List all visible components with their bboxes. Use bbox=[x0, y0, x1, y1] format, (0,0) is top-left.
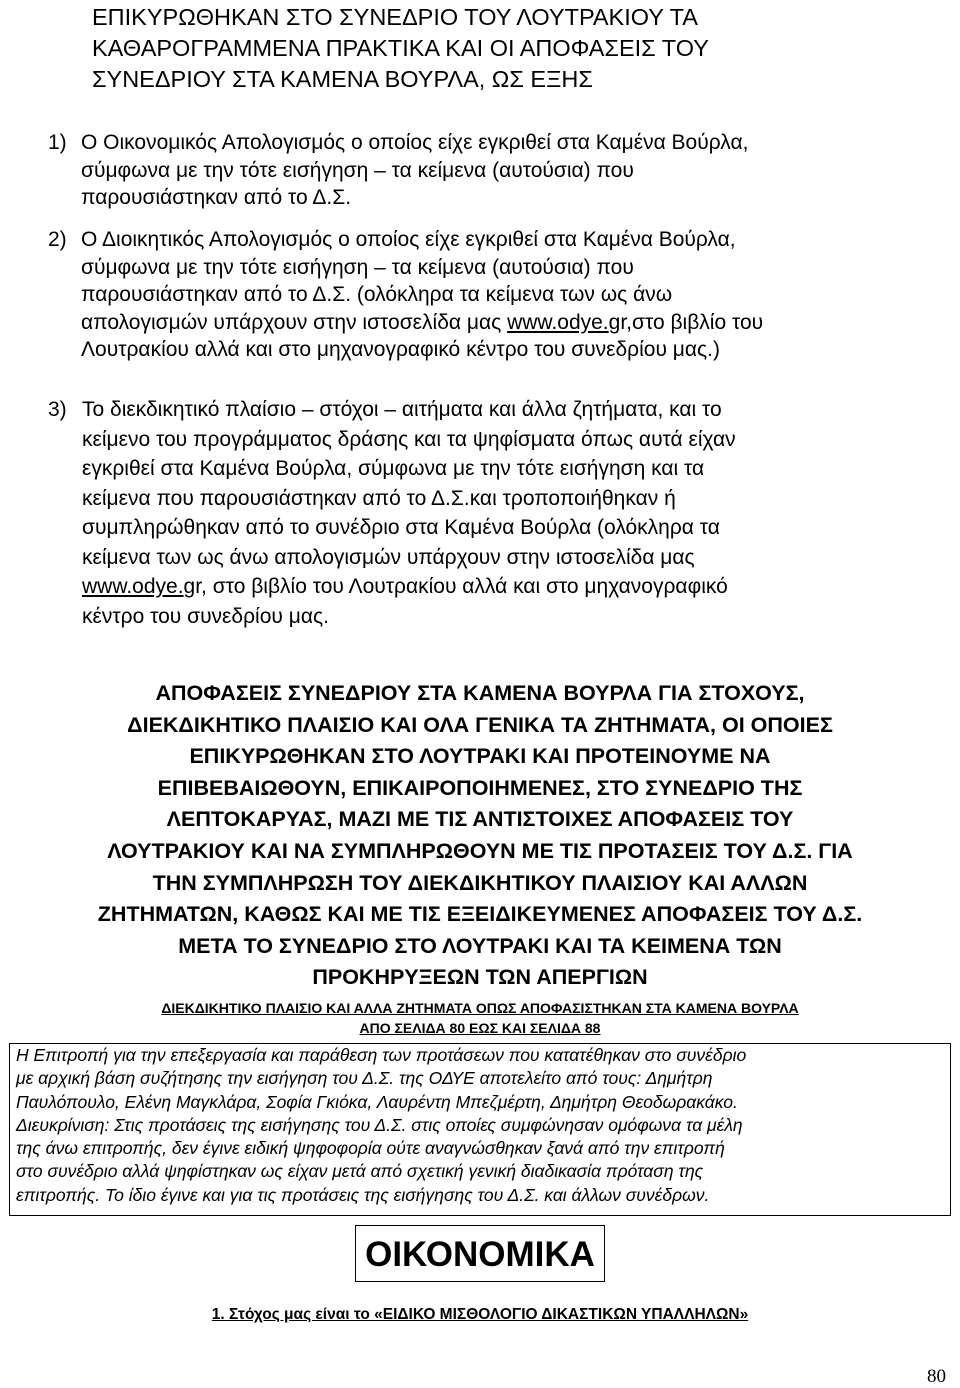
goal-heading: 1. Στόχος μας είναι το «ΕΙΔΙΚΟ ΜΙΣΘΟΛΟΓΙΟ ΔΙΚΑΣΤΙΚΩΝ ΥΠΑΛΛΗΛΩΝ» bbox=[211, 1306, 749, 1323]
list-item-number: 3) bbox=[48, 398, 67, 421]
note-line: Διευκρίνιση: Στις προτάσεις της εισήγησης του Δ.Σ. στις οποίες συμφώνησαν ομόφωνα τα μέλη bbox=[16, 1114, 743, 1135]
page-number: 80 bbox=[927, 1366, 946, 1387]
list-item-line: κείμενα που παρουσιάστηκαν από το Δ.Σ.και τροποποιήθηκαν ή bbox=[82, 486, 676, 510]
list-item-2 bbox=[48, 226, 928, 364]
committee-note-box bbox=[9, 1043, 951, 1216]
decisions-line: ΔΙΕΚΔΙΚΗΤΙΚΟ ΠΛΑΙΣΙΟ ΚΑΙ ΟΛΑ ΓΕΝΙΚΑ ΤΑ ΖΗΤΗΜΑΤΑ, ΟΙ ΟΠΟΙΕΣ bbox=[127, 712, 833, 737]
list-item-3 bbox=[48, 395, 928, 631]
list-item-line bbox=[81, 309, 928, 337]
title-line: ΣΥΝΕΔΡΙΟΥ ΣΤΑ ΚΑΜΕΝΑ ΒΟΥΡΛΑ, ΩΣ ΕΞΗΣ bbox=[92, 66, 593, 92]
list-item-number: 1) bbox=[48, 131, 67, 154]
list-item-line: παρουσιάστηκαν από το Δ.Σ. bbox=[81, 186, 352, 209]
list-item-line: Ο Οικονομικός Απολογισμός ο οποίος είχε εγκριθεί στα Καμένα Βούρλα, bbox=[81, 131, 749, 154]
list-item-line: σύμφωνα με την τότε εισήγηση – τα κείμενα (αυτούσια) που bbox=[81, 158, 634, 182]
decisions-line: ΕΠΙΚΥΡΩΘΗΚΑΝ ΣΤΟ ΛΟΥΤΡΑΚΙ ΚΑΙ ΠΡΟΤΕΙΝΟΥΜΕ ΝΑ bbox=[189, 744, 771, 769]
document-title bbox=[92, 2, 932, 95]
website-link[interactable]: www.odye. bbox=[82, 575, 184, 598]
list-item-line: συμπληρώθηκαν από το συνέδριο στα Καμένα Βούρλα (ολόκληρα τα bbox=[82, 516, 720, 539]
section-title: ΟΙΚΟΝΟΜΙΚΑ bbox=[365, 1235, 595, 1274]
list-item-line: παρουσιάστηκαν από το Δ.Σ. (ολόκληρα τα κείμενα των ως άνω bbox=[81, 283, 673, 306]
list-item-text: απολογισμών υπάρχουν στην ιστοσελίδα μας bbox=[81, 310, 502, 334]
list-item-number: 2) bbox=[48, 228, 67, 251]
decisions-line: ΠΡΟΚΗΡΥΞΕΩΝ ΤΩΝ ΑΠΕΡΓΙΩΝ bbox=[312, 965, 648, 990]
decisions-line: ΤΗΝ ΣΥΜΠΛΗΡΩΣΗ ΤΟΥ ΔΙΕΚΔΙΚΗΤΙΚΟΥ ΠΛΑΙΣΙΟΥ ΚΑΙ ΑΛΛΩΝ bbox=[152, 870, 808, 895]
note-line: στο συνέδριο αλλά ψηφίστηκαν ως είχαν μετά από σχετική γενική διαδικασία πρόταση της bbox=[16, 1161, 704, 1182]
list-item-line: Ο Διοικητικός Απολογισμός ο οποίος είχε εγκριθεί στα Καμένα Βούρλα, bbox=[81, 228, 736, 251]
title-line: ΚΑΘΑΡΟΓΡΑΜΜΕΝΑ ΠΡΑΚΤΙΚΑ ΚΑΙ ΟΙ ΑΠΟΦΑΣΕΙΣ ΤΟΥ bbox=[92, 35, 709, 61]
decisions-line: ΛΕΠΤΟΚΑΡΥΑΣ, ΜΑΖΙ ΜΕ ΤΙΣ ΑΝΤΙΣΤΟΙΧΕΣ ΑΠΟΦΑΣΕΙΣ ΤΟΥ bbox=[166, 807, 794, 832]
list-item-line: κείμενα των ως άνω απολογισμών υπάρχουν στην ιστοσελίδα μας bbox=[82, 545, 695, 569]
section-title-box bbox=[355, 1225, 605, 1282]
list-item-line: σύμφωνα με την τότε εισήγηση – τα κείμενα (αυτούσια) που bbox=[81, 255, 634, 279]
note-line: Η Επιτροπή για την επεξεργασία και παράθεση των προτάσεων που κατατέθηκαν στο συνέδριο bbox=[16, 1045, 747, 1065]
note-line: επιτροπής. Το ίδιο έγινε και για τις προτάσεις της εισήγησης του Δ.Σ. και άλλων συνέδρων. bbox=[16, 1184, 710, 1205]
decisions-line: ΖΗΤΗΜΑΤΩΝ, ΚΑΘΩΣ ΚΑΙ ΜΕ ΤΙΣ ΕΞΕΙΔΙΚΕΥΜΕΝΕΣ ΑΠΟΦΑΣΕΙΣ ΤΟΥ Δ.Σ. bbox=[97, 902, 863, 927]
list-item-line: Το διεκδικητικό πλαίσιο – στόχοι – αιτήματα και άλλα ζητήματα, και το bbox=[82, 398, 722, 421]
list-item-text: gr,στο βιβλίο του bbox=[608, 310, 764, 334]
note-line: Παυλόπουλο, Ελένη Μαγκλάρα, Σοφία Γκιόκα, Λαυρέντη Μπεζμέρτη, Δημήτρη Θεοδωρακάκο. bbox=[16, 1091, 738, 1112]
subheading-line: ΔΙΕΚΔΙΚΗΤΙΚΟ ΠΛΑΙΣΙΟ ΚΑΙ ΑΛΛΑ ΖΗΤΗΜΑΤΑ ΟΠΩΣ ΑΠΟΦΑΣΙΣΤΗΚΑΝ ΣΤΑ ΚΑΜΕΝΑ ΒΟΥΡΛΑ bbox=[161, 1000, 799, 1016]
list-item-1 bbox=[48, 129, 928, 212]
note-line: με αρχική βάση συζήτησης την εισήγηση του Δ.Σ. της ΟΔΥΕ αποτελείτο από τους: Δημήτρη bbox=[16, 1068, 713, 1089]
note-line: της άνω επιτροπής, δεν έγινε ειδική ψηφοφορία ούτε αναγνώσθηκαν ξανά από την επιτροπή bbox=[16, 1138, 725, 1159]
decisions-line: ΜΕΤΑ ΤΟ ΣΥΝΕΔΡΙΟ ΣΤΟ ΛΟΥΤΡΑΚΙ ΚΑΙ ΤΑ ΚΕΙΜΕΝΑ ΤΩΝ bbox=[178, 933, 782, 958]
decisions-line: ΑΠΟΦΑΣΕΙΣ ΣΥΝΕΔΡΙΟΥ ΣΤΑ ΚΑΜΕΝΑ ΒΟΥΡΛΑ ΓΙΑ ΣΤΟΧΟΥΣ, bbox=[155, 681, 805, 705]
title-line: ΕΠΙΚΥΡΩΘΗΚΑΝ ΣΤΟ ΣΥΝΕΔΡΙΟ ΤΟΥ ΛΟΥΤΡΑΚΙΟΥ ΤΑ bbox=[92, 4, 698, 30]
decisions-line: ΕΠΙΒΕΒΑΙΩΘΟΥΝ, ΕΠΙΚΑΙΡΟΠΟΙΗΜΕΝΕΣ, ΣΤΟ ΣΥΝΕΔΡΙΟ ΤΗΣ bbox=[157, 775, 803, 800]
list-item-line: εγκριθεί στα Καμένα Βούρλα, σύμφωνα με την τότε εισήγηση και τα bbox=[82, 457, 705, 480]
list-item-line: κέντρο του συνεδρίου μας. bbox=[82, 604, 329, 628]
website-link[interactable]: www.odye. bbox=[507, 310, 609, 334]
decisions-line: ΛΟΥΤΡΑΚΙΟΥ ΚΑΙ ΝΑ ΣΥΜΠΛΗΡΩΘΟΥΝ ΜΕ ΤΙΣ ΠΡΟΤΑΣΕΙΣ ΤΟΥ Δ.Σ. ΓΙΑ bbox=[107, 838, 853, 863]
decisions-heading bbox=[10, 678, 950, 994]
list-item-line: κείμενο του προγράμματος δράσης και τα ψηφίσματα όπως αυτά είχαν bbox=[82, 427, 736, 451]
section-subheading bbox=[10, 998, 950, 1038]
list-item-text: gr, στο βιβλίο του Λουτρακίου αλλά και στο μηχανογραφικό bbox=[183, 575, 728, 598]
list-item-line bbox=[82, 572, 928, 602]
list-item-line: Λουτρακίου αλλά και στο μηχανογραφικό κέντρο του συνεδρίου μας.) bbox=[81, 338, 720, 361]
subheading-pages: ΑΠΟ ΣΕΛΙΔΑ 80 ΕΩΣ ΚΑΙ ΣΕΛΙΔΑ 88 bbox=[359, 1020, 601, 1036]
